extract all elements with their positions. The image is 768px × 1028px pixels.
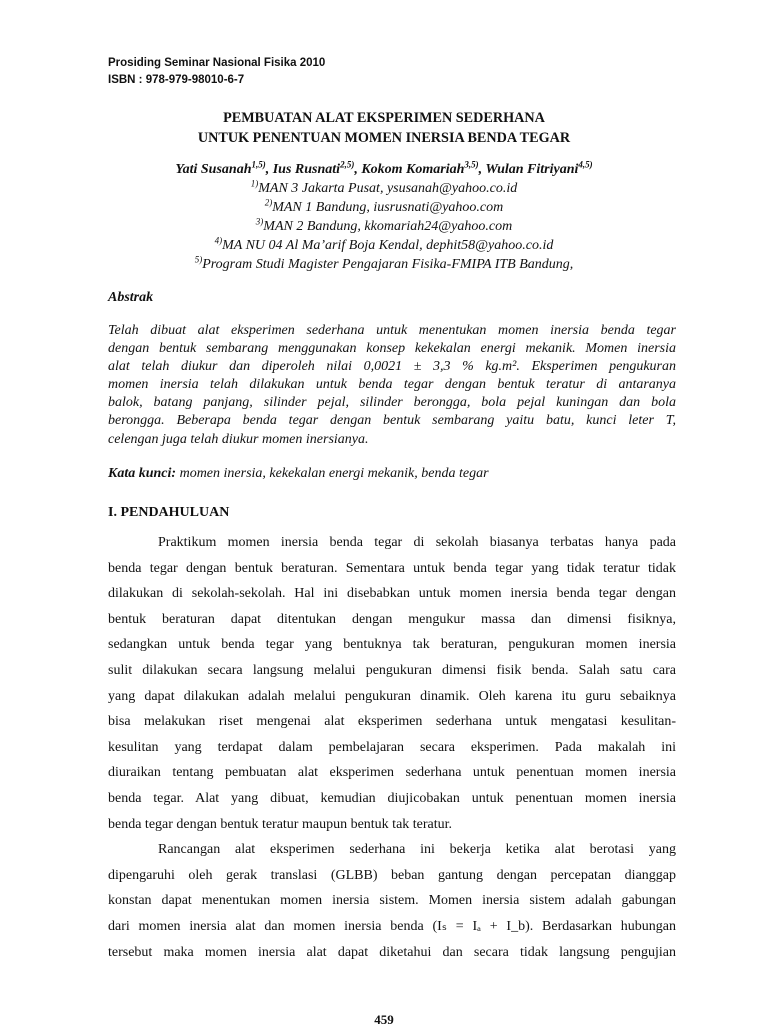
- affiliation: [0, 198, 768, 217]
- body-line: benda tegar dengan bentuk teratur maupun bentuk tak teratur.: [108, 816, 453, 832]
- author-name: Ius Rusnati: [272, 162, 341, 177]
- author-name: Wulan Fitriyani: [485, 162, 579, 177]
- affiliation-text: MAN 2 Bandung, kkomariah24@yahoo.com: [263, 219, 513, 234]
- abstract-line: alat telah diukur dan diperoleh nilai 0,0021 ± 3,3 % kg.m². Eksperimen pengukuran: [108, 359, 676, 375]
- body-line: Rancangan alat eksperimen sederhana ini bekerja ketika alat berotasi yang: [158, 842, 676, 858]
- section-body: [108, 530, 676, 965]
- proceedings-header: [108, 55, 325, 89]
- body-line: dilakukan di sekolah-sekolah. Hal ini disebabkan untuk momen inersia benda tegar dengan: [108, 586, 676, 602]
- affiliation: [0, 236, 768, 255]
- body-line: sulit dilakukan secara langsung melalui pengukuran dimensi fisik benda. Salah satu cara: [108, 662, 676, 678]
- section-heading: I. PENDAHULUAN: [108, 505, 230, 520]
- affiliation-sup: 3): [255, 216, 264, 227]
- affiliation-sup: 4): [214, 235, 223, 246]
- affiliation-sup: 5): [194, 254, 203, 265]
- abstract-line: dengan bentuk sembarang menggunakan konsep kekekalan energi mekanik. Momen inersia: [108, 341, 676, 357]
- abstract-line: momen inersia telah dilakukan untuk benda tegar dengan bentuk teratur di antaranya: [108, 377, 676, 393]
- abstract-heading: Abstrak: [108, 290, 154, 305]
- body-line: Praktikum momen inersia benda tegar di sekolah biasanya terbatas hanya pada: [158, 535, 676, 550]
- abstract-line: berongga. Beberapa benda tegar dengan bentuk sembarang yaitu batu, kunci leter T,: [108, 413, 676, 429]
- proceedings-title: Prosiding Seminar Nasional Fisika 2010: [108, 57, 326, 69]
- affiliation-text: MAN 3 Jakarta Pusat, ysusanah@yahoo.co.id: [258, 181, 518, 196]
- isbn: ISBN : 978-979-98010-6-7: [108, 74, 245, 86]
- author-name: Yati Susanah: [175, 162, 252, 177]
- author-sup: 4,5): [578, 159, 593, 170]
- affiliation-text: MAN 1 Bandung, iusrusnati@yahoo.com: [272, 200, 504, 215]
- abstract-line: balok, batang panjang, silinder pejal, silinder berongga, bola pejal kuningan dan bola: [108, 395, 676, 411]
- affiliation-sup: 2): [264, 197, 273, 208]
- author-sup: 2,5): [340, 159, 355, 170]
- body-line: benda tegar dengan bentuk beraturan. Sementara untuk benda tegar yang tidak teratur tidak: [108, 560, 676, 576]
- body-line: bentuk beraturan dapat ditentukan dengan mengukur massa dan dimensi fisiknya,: [108, 611, 676, 627]
- affiliation: [0, 217, 768, 236]
- body-line: dipengaruhi oleh gerak translasi (GLBB) beban gantung dengan percepatan dianggap: [108, 867, 676, 883]
- affiliation-text: MA NU 04 Al Ma’arif Boja Kendal, dephit58@yahoo.co.id: [222, 238, 554, 253]
- abstract-line: Telah dibuat alat eksperimen sederhana untuk menentukan momen inersia benda tegar: [108, 323, 676, 338]
- affiliation: [0, 255, 768, 274]
- body-line: kesulitan yang terdapat dalam pembelajaran secara eksperimen. Pada makalah ini: [108, 739, 676, 755]
- body-line: benda tegar. Alat yang dibuat, kemudian diujicobakan untuk penentuan momen inersia: [108, 790, 676, 806]
- paper-title: [0, 108, 768, 148]
- author-name: Kokom Komariah: [361, 162, 465, 177]
- author-sup: 1,5): [251, 159, 266, 170]
- body-line: tersebut maka momen inersia alat dapat diketahui dan secara tidak langsung pengujian: [108, 944, 676, 960]
- keywords-label: Kata kunci:: [108, 466, 177, 481]
- affiliation-sup: 1): [250, 178, 259, 189]
- body-line: yang dapat dilakukan adalah melalui pengukuran dinamik. Oleh karena itu guru sebaiknya: [108, 688, 676, 704]
- keywords-text: momen inersia, kekekalan energi mekanik, benda tegar: [176, 466, 489, 481]
- body-line: dari momen inersia alat dan momen inersia benda (Iₛ = Iₐ + I_b). Berdasarkan hubungan: [108, 918, 676, 934]
- body-line: diuraikan tentang pembuatan alat eksperimen sederhana untuk penentuan momen inersia: [108, 765, 676, 781]
- title-line-2: UNTUK PENENTUAN MOMEN INERSIA BENDA TEGAR: [197, 130, 571, 146]
- title-line-1: PEMBUATAN ALAT EKSPERIMEN SEDERHANA: [223, 110, 545, 126]
- affiliation-text: Program Studi Magister Pengajaran Fisika-FMIPA ITB Bandung,: [202, 257, 574, 272]
- body-line: konstan dapat menentukan momen inersia sistem. Momen inersia sistem adalah gabungan: [108, 893, 676, 909]
- affiliation: [0, 179, 768, 198]
- page-number: 459: [374, 1012, 394, 1027]
- author-names: Yati Susanah$^{1,5)}$, Ius Rusnati$^{2,5)}$, Kokom Komariah$^{3,5)}$, Wulan Fitriyani$^{4,5)}$: [175, 159, 593, 177]
- keywords: [108, 466, 489, 482]
- author-sup: 3,5): [464, 159, 479, 170]
- body-line: bisa melakukan riset mengenai alat eksperimen sederhana untuk mengatasi kesulitan-: [108, 714, 676, 730]
- body-line: sedangkan untuk benda tegar yang bentuknya tak beraturan, pengukuran momen inersia: [108, 637, 676, 653]
- abstract-text: [108, 322, 676, 449]
- author-block: [0, 160, 768, 274]
- abstract-line: celengan juga telah diukur momen inersianya.: [108, 431, 369, 447]
